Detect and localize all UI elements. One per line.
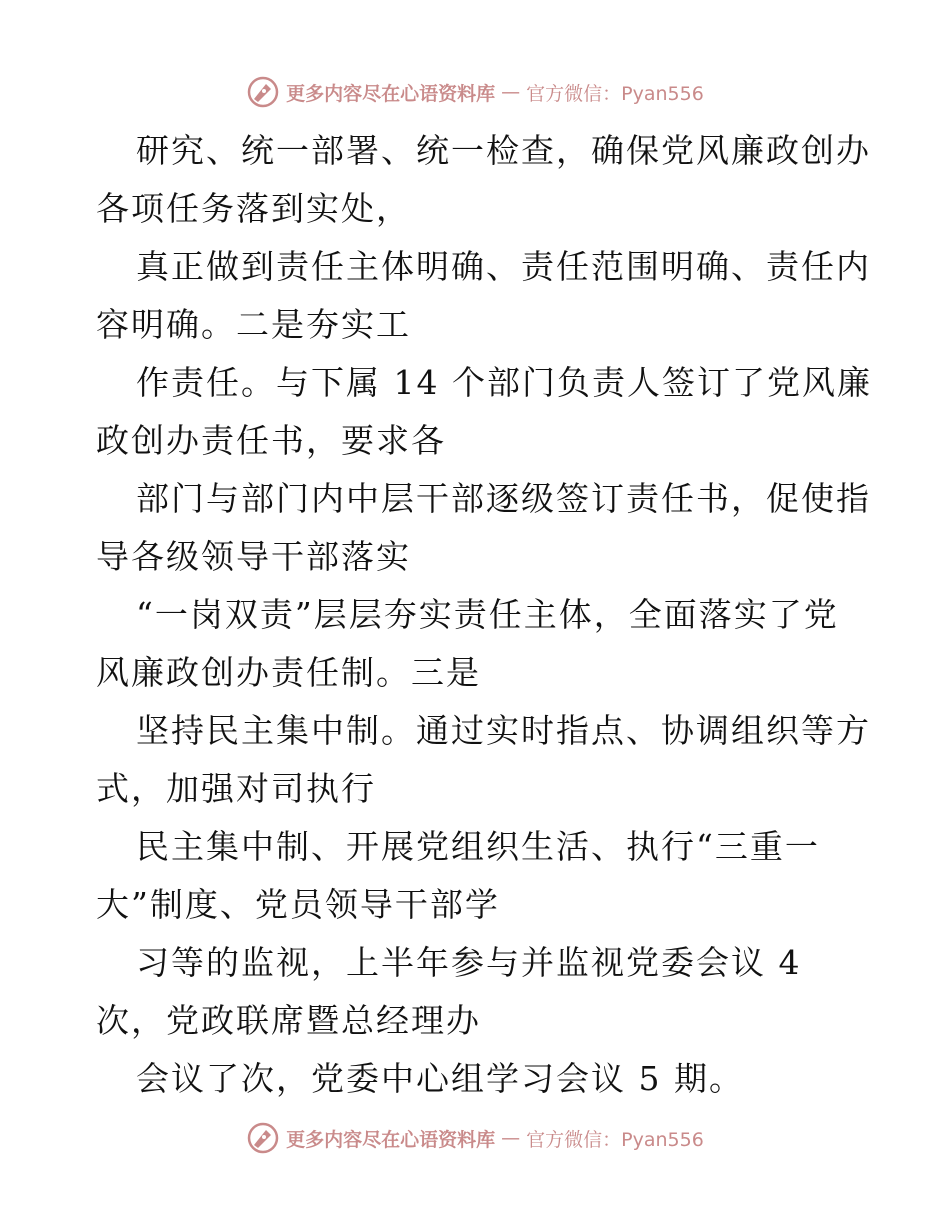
watermark-separator: —: [501, 81, 521, 103]
body-line: 作责任。与下属 14 个部门负责人签订了党风廉: [136, 363, 872, 402]
body-line: 风廉政创办责任制。三是: [96, 653, 481, 692]
body-line: 研究、统一部署、统一检查，确保党风廉政创办: [136, 131, 871, 170]
body-line: 大”制度、党员领导干部学: [96, 885, 500, 924]
document-body: [96, 122, 872, 1108]
pen-nib-icon: [246, 75, 280, 109]
watermark-text: 更多内容尽在心语资料库: [286, 82, 496, 105]
body-line: “一岗双责”层层夯实责任主体，全面落实了党: [136, 595, 839, 634]
body-line: 各项任务落到实处，: [96, 189, 411, 228]
body-line: 真正做到责任主体明确、责任范围明确、责任内: [136, 247, 871, 286]
header-watermark: [0, 72, 950, 112]
body-line: 部门与部门内中层干部逐级签订责任书，促使指: [136, 479, 871, 518]
watermark-separator: —: [501, 1127, 521, 1149]
body-line: 政创办责任书，要求各: [96, 421, 446, 460]
footer-watermark: [0, 1118, 950, 1158]
body-line: 民主集中制、开展党组织生活、执行“三重一: [136, 827, 820, 866]
body-line: 会议了次，党委中心组学习会议 5 期。: [136, 1059, 744, 1098]
body-line: 习等的监视，上半年参与并监视党委会议 4: [136, 943, 802, 982]
body-line: 坚持民主集中制。通过实时指点、协调组织等方: [136, 711, 871, 750]
body-line: 容明确。二是夯实工: [96, 305, 411, 344]
body-line: 导各级领导干部落实: [96, 537, 411, 576]
watermark-contact: 官方微信：Pyan556: [526, 82, 704, 105]
watermark-contact: 官方微信：Pyan556: [526, 1128, 704, 1151]
watermark-text: 更多内容尽在心语资料库: [286, 1128, 496, 1151]
body-line: 次，党政联席暨总经理办: [96, 1001, 481, 1040]
pen-nib-icon: [246, 1121, 280, 1155]
body-line: 式，加强对司执行: [96, 769, 376, 808]
